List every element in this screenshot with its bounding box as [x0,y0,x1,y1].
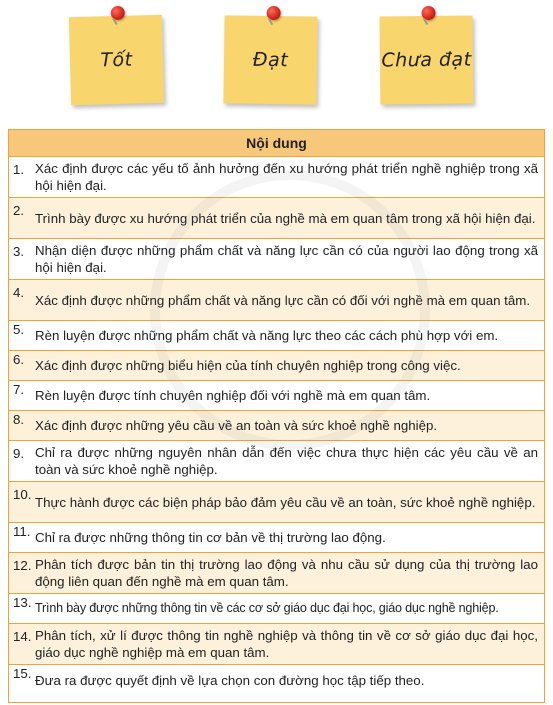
row-number: 10. [13,487,32,502]
table-row [9,280,544,321]
row-number: 11. [13,524,31,539]
table-row [9,441,544,482]
row-text: Phân tích được bản tin thị trường lao động và nhu cầu sử dụng của thị trường lao động liên quan đến nghề mà em quan tâm. [35,557,538,589]
table-row [9,321,544,351]
row-text: Trình bày được những thông tin về các cơ sở giáo dục đại học, giáo dục nghề nghiệp. [35,601,499,615]
row-number: 13. [13,595,32,610]
row-number: 15. [13,666,32,681]
row-number: 3. [13,244,25,259]
row-number: 1. [13,162,25,177]
table-row [9,198,544,239]
table-row [9,381,544,411]
content-table [8,129,545,703]
row-text: Phân tích, xử lí được thông tin nghề nghiệp và thông tin về cơ sở giáo dục đại học, giáo dục nghề nghiệp mà em quan tâm. [35,628,538,660]
row-text: Nhận diện được những phẩm chất và năng lực cần có của người lao động trong xã hội hiện đại. [35,243,538,275]
row-number: 4. [13,285,25,300]
table-row [9,239,544,280]
row-text: Xác định được những yêu cầu về an toàn và sức khoẻ nghề nghiệp. [35,418,438,433]
table-row [9,523,544,553]
row-text: Xác định được những phẩm chất và năng lực cần có đối với nghề mà em quan tâm. [35,292,531,308]
rating-notes [0,0,553,125]
row-text: Rèn luyện được những phẩm chất và năng lực theo các cách phù hợp với em. [35,328,499,343]
sticky-note-tot [69,15,164,105]
row-text: Đưa ra được quyết định về lựa chọn con đường học tập tiếp theo. [35,672,425,688]
table-row [9,411,544,441]
table-row [9,351,544,381]
row-number: 14. [13,629,32,644]
table-row [9,594,544,624]
row-text: Rèn luyện được tính chuyên nghiệp đối với nghề mà em quan tâm. [35,388,431,403]
row-number: 7. [13,382,25,397]
table-row [9,665,544,695]
note-label: Đạt [252,48,289,72]
row-text: Xác định được các yếu tố ảnh hưởng đến xu hướng phát triển nghề nghiệp trong xã hội hiện đại. [35,161,538,193]
table-body [9,157,544,702]
row-number: 2. [13,203,25,218]
note-label: Tốt [100,48,133,72]
row-text: Chỉ ra được những thông tin cơ bản về thị trường lao động. [35,530,386,545]
row-number: 9. [13,446,25,461]
pushpin-icon [267,6,281,20]
row-number: 12. [13,558,32,573]
table-row [9,157,544,198]
row-text: Chỉ ra được những nguyên nhân dẫn đến việc chưa thực hiện các yêu cầu về an toàn và sức khoẻ nghề nghiệp. [35,445,538,477]
pushpin-icon [421,6,435,20]
row-text: Thực hành được các biện pháp bảo đảm yêu cầu về an toàn, sức khoẻ nghề nghiệp. [35,494,536,510]
table-header: Nội dung [9,130,544,157]
row-text: Xác định được những biểu hiện của tính chuyên nghiệp trong công việc. [35,358,461,373]
pushpin-icon [111,6,125,20]
table-row [9,624,544,665]
table-row [9,482,544,523]
row-number: 6. [13,352,25,367]
table-row [9,553,544,594]
sticky-note-chua-dat [380,16,474,105]
note-label: Chưa đạt [381,48,472,72]
row-number: 8. [13,412,25,427]
row-number: 5. [13,322,25,337]
row-text: Trình bày được xu hướng phát triển của nghề mà em quan tâm trong xã hội hiện đại. [35,210,536,226]
sticky-note-dat [223,15,317,104]
